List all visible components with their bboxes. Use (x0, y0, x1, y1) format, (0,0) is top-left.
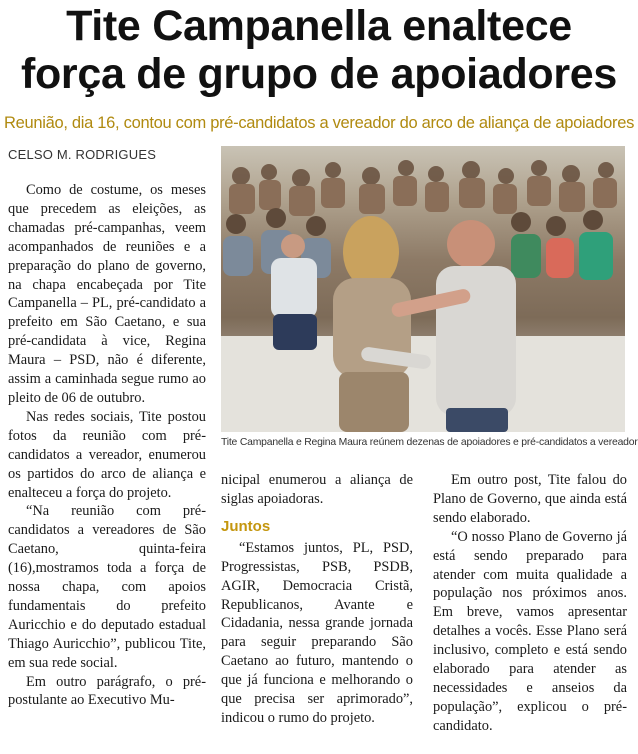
section-heading: Juntos (221, 517, 271, 535)
headline (0, 2, 638, 98)
headline-line-1: Tite Campanella enaltece (66, 2, 572, 50)
photo-illustration (221, 146, 625, 432)
headline-line-2: força de grupo de apoiadores (20, 50, 618, 98)
article-column-1 (8, 181, 206, 710)
photo-caption: Tite Campanella e Regina Maura reúnem dezenas de apoiadores e pré-candidatos a vereador (221, 437, 638, 448)
article-column-3 (433, 471, 627, 736)
paragraph: “O nosso Plano de Governo já está sendo preparado para atender com muita qualidade a população nos próximos anos. Em breve, vamos apresentar detalhes a vocês. Esse Plano será inclusivo, completo e está sendo elaborado para atender as necessidades e anseios da população”, explicou o pré-candidato. (433, 528, 627, 734)
paragraph: Em outro parágrafo, o pré-postulante ao Executivo Mu- (8, 673, 206, 709)
paragraph: “Na reunião com pré-candidatos a vereadores de São Caetano, quinta-feira (16),mostramos toda a força de nossa chapa, com apoios fundamentais do prefeito Auricchio e do deputado estadual Thiago Auricchio”, publicou Tite, em sua rede social. (8, 503, 206, 671)
paragraph: nicipal enumerou a aliança de siglas apoiadoras. (221, 472, 413, 507)
byline: CELSO M. RODRIGUES (8, 147, 157, 162)
paragraph: “Estamos juntos, PL, PSD, Progressistas, PSB, PSDB, AGIR, Democracia Cristã, Republicanos, Avante e Cidadania, nessa grande jornada para seguir preparando São Caetano ao futuro, mantendo o que já funciona e melhorando o que precisa ser aprimorado”, indicou o rumo do projeto. (221, 539, 413, 726)
article-photo (221, 146, 625, 432)
paragraph: Nas redes sociais, Tite postou fotos da reunião com pré-candidatos a vereador, enumerou os partidos do arco de aliança e enalteceu a força do projeto. (8, 408, 206, 501)
paragraph: Como de costume, os meses que precedem as eleições, as chamadas pré-campanhas, veem acompanhados de reuniões e a preparação do plano de governo, na chapa encabeçada por Tite Campanella – PL, pré-candidato a prefeito em São Caetano, e sua pré-candidata à vice, Regina Maura – PSD, não é diferente, assim a caminhada segue rumo ao pleito de 06 de outubro. (8, 182, 206, 406)
subheadline: Reunião, dia 16, contou com pré-candidatos a vereador do arco de aliança de apoiadores (3, 114, 635, 132)
article-column-2 (221, 471, 413, 728)
paragraph: Em outro post, Tite falou do Plano de Governo, que ainda está sendo elaborado. (433, 472, 627, 526)
